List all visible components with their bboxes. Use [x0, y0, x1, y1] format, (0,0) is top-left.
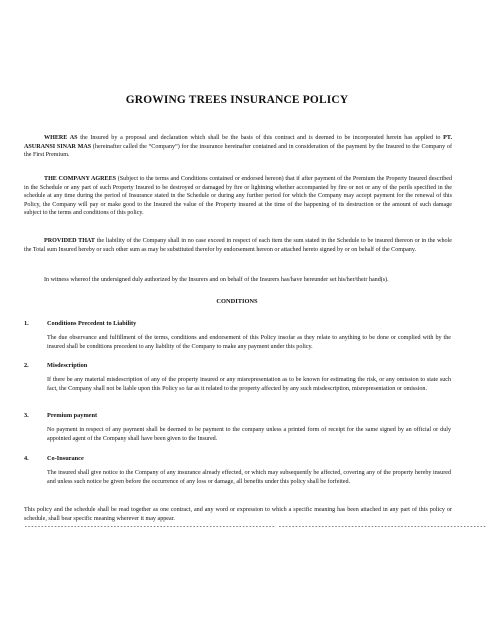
company-name: PT. ASURANSI SINAR MAS: [24, 135, 453, 150]
condition-body: No payment in respect of any payment shall be deemed to be payment to the company unless a printed form of receipt for the same signed by an official or duly appointed agent of the Company shall have been given to the Insured.: [47, 427, 451, 442]
closing-paragraph: This policy and the schedule shall be read together as one contract, and any word or expression to which a specific meaning has been attached in any part of this policy or schedule, shall bear specific meaning wherever it may appear.: [24, 507, 452, 522]
condition-body: The insured shall give notice to the Company of any insurance already effected, or which may subsequently be affected, covering any of the property hereby insured and unless such notice be given before the occurrence of any loss or damage, all benefits under this policy shall be forfeited.: [47, 470, 451, 485]
provided-text: the liability of the Company shall in no case exceed in respect of each item the sum stated in the Schedule to be insured thereon or in the whole the Total sum Insured hereby or such other sum as may be substituted therefor by endorsement hereon or attached hereto signed by or on behalf of the Company.: [24, 238, 453, 253]
condition-number: 4.: [24, 455, 29, 462]
whereas-text-2: (hereinafter called the “Company”) for the insurance hereinafter contained and in consideration of the payment by the Insured to the Company of the First Premium.: [24, 143, 452, 159]
condition-title: Conditions Precedent to Liability: [47, 320, 137, 327]
conditions-heading: CONDITIONS: [216, 298, 258, 305]
condition-title: Premium payment: [47, 412, 98, 419]
condition-title: Co-Insurance: [47, 455, 84, 462]
condition-number: 3.: [24, 412, 29, 419]
witness-paragraph: [24, 276, 452, 285]
provided-paragraph: [24, 237, 452, 254]
witness-text: In witness whereof the undersigned duly authorized by the Insurers and on behalf of the Insurers has/have hereunder set his/her/their hand(s).: [44, 277, 389, 283]
agrees-paragraph: [24, 175, 452, 218]
agrees-text: (Subject to the terms and Conditions contained or endorsed hereon) that if after payment of the Premium the Property Insured described in the Schedule or any part of such Property Insured to be destroyed or damaged by fire or lightning whether accompanied by fire or not or any of the perils specified in the schedule at any time during the period of Insurance stated in the Schedule or during any further period for which the Company may accept payment for the renewal of this Policy, the Company will pay or make good to the Insured the value of the Property insured at the time of the happening of its destruction or the amount of such damage subject to the terms and conditions of this policy.: [24, 176, 452, 217]
condition-number: 1.: [24, 320, 29, 327]
provided-lead: PROVIDED THAT: [44, 238, 95, 244]
condition-title: Misdescription: [47, 362, 88, 369]
condition-body: If there be any material misdescription of any of the property insured or any misrepresentation as to be known for estimating the risk, or any omission to state such fact, the Company shall not be liable upon this Policy so far as it related to the property affected by any such misdescription, misrepresentation or omission.: [47, 377, 451, 392]
condition-body: The due observance and fulfillment of the terms, conditions and endorsement of this Policy insofar as they relate to anything to be done or complied with by the insured shall be conditions precedent to any liability of the Company to make any payment under this policy.: [47, 335, 451, 350]
page-title: GROWING TREES INSURANCE POLICY: [125, 94, 349, 106]
whereas-text-1: the Insured by a proposal and declaration which shall be the basis of this contract and is deemed to be incorporated herein has applied to: [77, 135, 444, 141]
agrees-lead: THE COMPANY AGREES: [44, 176, 117, 182]
whereas-lead: WHERE AS: [44, 135, 78, 141]
condition-number: 2.: [24, 362, 29, 369]
whereas-paragraph: [24, 134, 452, 160]
separator-line: ---------------------------------------------------------------------------- ---------------------------------------------------------------: [24, 523, 486, 530]
